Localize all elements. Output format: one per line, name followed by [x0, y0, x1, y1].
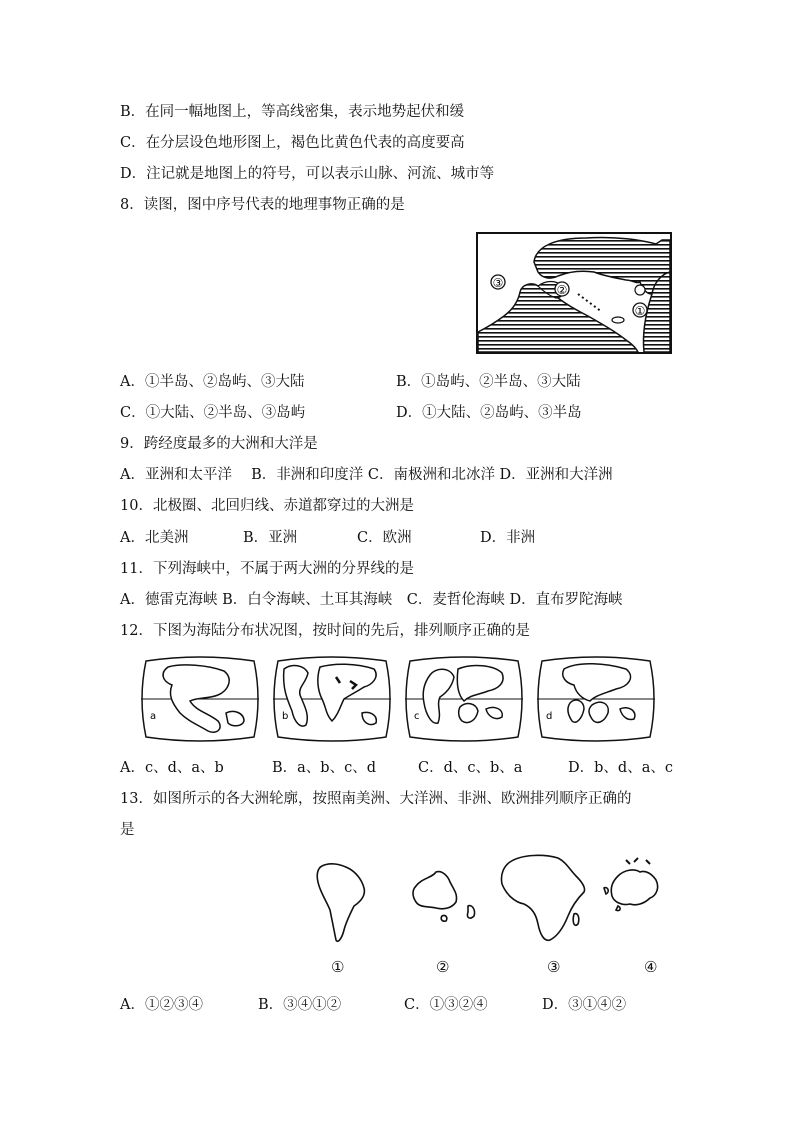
q13-south-america-outline: [317, 864, 364, 941]
q8-option-a: A．①半岛、②岛屿、③大陆: [120, 374, 305, 390]
q10-option-a: A．北美洲: [120, 530, 189, 546]
q13-stem-line2: 是: [120, 822, 135, 838]
q7-option-c: C．在分层设色地形图上，褐色比黄色代表的高度要高: [120, 135, 465, 151]
q13-europe-outline: [611, 870, 657, 905]
q13-option-c: C．①③②④: [404, 997, 488, 1013]
q8-stem: 8．读图，图中序号代表的地理事物正确的是: [120, 197, 405, 213]
q13-caption-4: ④: [644, 958, 658, 976]
q12-stem: 12．下图为海陆分布状况图，按时间的先后，排列顺序正确的是: [120, 623, 530, 639]
q13-continent-outlines: [300, 848, 680, 948]
q8-lake: [635, 285, 645, 295]
q13-caption-1: ①: [331, 958, 345, 976]
q12-option-b: B．a、b、c、d: [272, 760, 376, 776]
q13-stem-line1: 13．如图所示的各大洲轮廓，按照南美洲、大洋洲、非洲、欧洲排列顺序正确的: [120, 791, 632, 807]
q12-map-d: [537, 657, 655, 741]
q13-option-b: B．③④①②: [258, 997, 342, 1013]
q13-option-a: A．①②③④: [120, 997, 203, 1013]
q10-stem: 10．北极圈、北回归线、赤道都穿过的大洲是: [120, 498, 414, 514]
q8-island-1: [612, 317, 624, 323]
q8-label-three: ③: [492, 276, 504, 290]
q13-option-d: D．③①④②: [542, 997, 627, 1013]
q13-caption-2: ②: [436, 958, 450, 976]
q8-label-one: ①: [634, 304, 646, 318]
q12-option-d: D．b、d、a、c: [568, 760, 673, 776]
q7-option-d: D．注记就是地图上的符号，可以表示山脉、河流、城市等: [120, 166, 495, 182]
q8-option-d: D．①大陆、②岛屿、③半岛: [396, 405, 582, 421]
q8-label-two: ②: [556, 283, 568, 297]
q11-options: A．德雷克海峡 B．白令海峡、土耳其海峡 C．麦哲伦海峡 D．直布罗陀海峡: [120, 592, 623, 608]
q7-option-b: B．在同一幅地图上，等高线密集，表示地势起伏和缓: [120, 104, 465, 120]
q10-option-b: B．亚洲: [243, 530, 298, 546]
q12-option-a: A．c、d、a、b: [120, 760, 224, 776]
q8-option-c: C．①大陆、②半岛、③岛屿: [120, 405, 306, 421]
q12-option-c: C．d、c、b、a: [418, 760, 523, 776]
q12-map-c: [405, 657, 523, 741]
q12-map-b: [273, 657, 391, 741]
q10-option-c: C．欧洲: [357, 530, 412, 546]
q11-stem: 11．下列海峡中，不属于两大洲的分界线的是: [120, 561, 414, 577]
q13-caption-3: ③: [547, 958, 561, 976]
q12-map-a: [141, 657, 259, 741]
q12-label-a: a: [150, 711, 157, 722]
q9-options: A．亚洲和太平洋 B．非洲和印度洋 C．南极洲和北冰洋 D．亚洲和大洋洲: [120, 467, 613, 483]
q9-stem: 9．跨经度最多的大洲和大洋是: [120, 436, 318, 452]
q13-africa-outline: [501, 855, 584, 940]
q12-label-d: d: [546, 711, 553, 722]
q13-oceania-outline: [413, 872, 457, 909]
q8-option-b: B．①岛屿、②半岛、③大陆: [396, 374, 581, 390]
q8-map-figure: [476, 232, 672, 354]
q12-label-b: b: [282, 711, 289, 722]
q12-label-c: c: [414, 711, 420, 722]
q10-option-d: D．非洲: [480, 530, 536, 546]
q12-continental-drift-maps: [138, 655, 668, 743]
